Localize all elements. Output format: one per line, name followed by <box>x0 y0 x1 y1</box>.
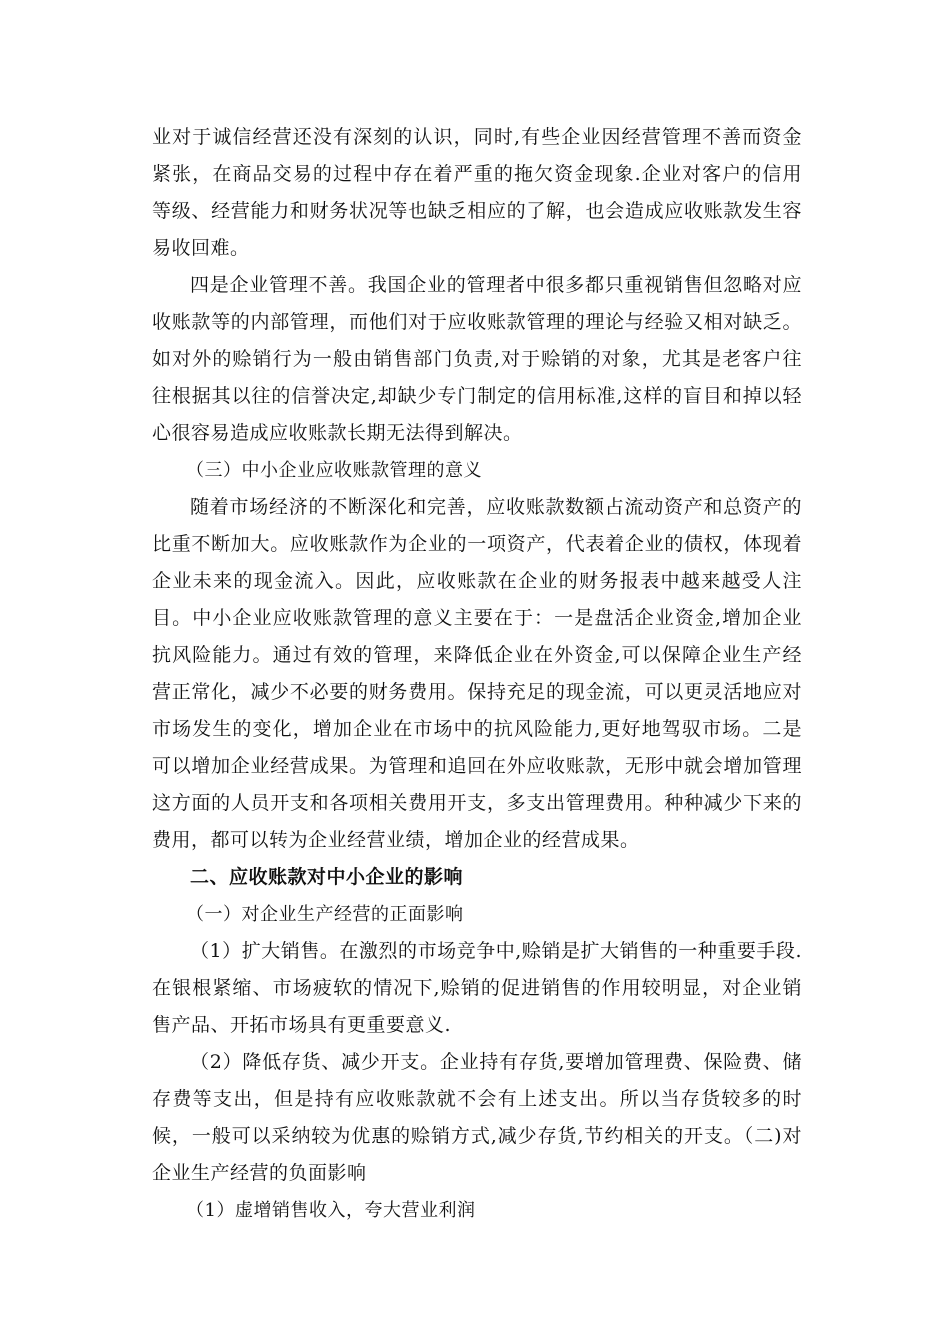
chapter-heading-impact: 二、应收账款对中小企业的影响 <box>190 866 464 888</box>
document-body <box>152 119 802 1229</box>
paragraph-reduce-inventory: （2）降低存货、减少开支。企业持有存货,要增加管理费、保险费、储存费等支出，但是持有应收账款就不会有上述支出。所以当存货较多的时候，一般可以采纳较为优惠的赊销方式,减少存货,节约相关的开支。（二)对企业生产经营的负面影响 <box>152 1051 802 1184</box>
paragraph-credit-awareness: 业对于诚信经营还没有深刻的认识，同时,有些企业因经营管理不善而资金紧张，在商品交易的过程中存在着严重的拖欠资金现象.企业对客户的信用等级、经营能力和财务状况等也缺乏相应的了解，也会造成应收账款发生容易收回难。 <box>152 126 802 259</box>
paragraph-significance: 随着市场经济的不断深化和完善，应收账款数额占流动资产和总资产的比重不断加大。应收账款作为企业的一项资产，代表着企业的债权，体现着企业未来的现金流入。因此，应收账款在企业的财务报表中越来越受人注目。中小企业应收账款管理的意义主要在于：一是盘活企业资金,增加企业抗风险能力。通过有效的管理，来降低企业在外资金,可以保障企业生产经营正常化，减少不必要的财务费用。保持充足的现金流，可以更灵活地应对市场发生的变化，增加企业在市场中的抗风险能力,更好地驾驭市场。二是可以增加企业经营成果。为管理和追回在外应收账款，无形中就会增加管理这方面的人员开支和各项相关费用开支，多支出管理费用。种种减少下来的费用，都可以转为企业经营业绩，增加企业的经营成果。 <box>152 496 802 851</box>
paragraph-poor-management: 四是企业管理不善。我国企业的管理者中很多都只重视销售但忽略对应收账款等的内部管理，而他们对于应收账款管理的理论与经验又相对缺乏。如对外的赊销行为一般由销售部门负责,对于赊销的对象，尤其是老客户往往根据其以往的信誉决定,却缺少专门制定的信用标准,这样的盲目和掉以轻心很容易造成应收账款长期无法得到解决。 <box>152 274 802 444</box>
paragraph-inflated-revenue: （1）虚增销售收入，夸大营业利润 <box>186 1200 476 1221</box>
section-heading-significance: （三）中小企业应收账款管理的意义 <box>186 460 482 481</box>
paragraph-expand-sales: （1）扩大销售。在激烈的市场竞争中,赊销是扩大销售的一种重要手段.在银根紧缩、市场疲软的情况下,赊销的促进销售的作用较明显，对企业销售产品、开拓市场具有更重要意义. <box>152 940 802 1036</box>
section-heading-positive-impact: （一）对企业生产经营的正面影响 <box>186 904 464 925</box>
